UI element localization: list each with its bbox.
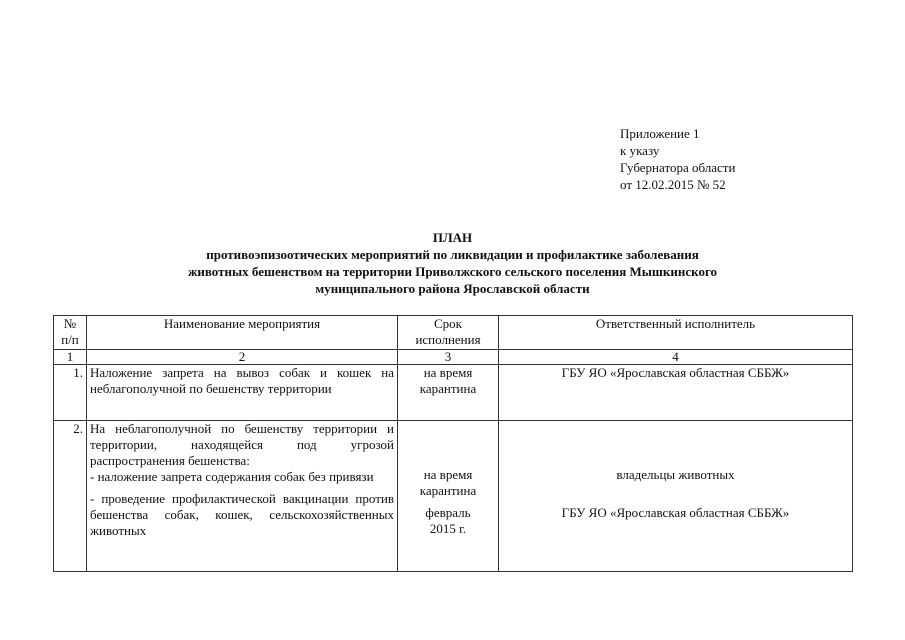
index-cell: 2 <box>87 350 398 365</box>
header-term <box>398 316 499 350</box>
index-cell: 4 <box>499 350 853 365</box>
table-row <box>54 421 853 572</box>
index-cell: 1 <box>54 350 87 365</box>
table-header-row <box>54 316 853 350</box>
header-term-line-2: исполнения <box>415 332 481 347</box>
title-line-1: противоэпизоотических мероприятий по ликвидации и профилактике заболевания <box>206 247 699 262</box>
header-executor: Ответственный исполнитель <box>499 316 853 350</box>
executor-gap <box>502 483 849 505</box>
row-term-line-2: 2015 г. <box>429 521 467 536</box>
appendix-line-1: Приложение 1 <box>620 126 700 141</box>
column-index-row <box>54 350 853 365</box>
row-term <box>398 365 499 421</box>
sub-executor: ГБУ ЯО «Ярославская областная СББЖ» <box>561 505 790 520</box>
header-num-line-2: п/п <box>61 332 79 347</box>
header-num <box>54 316 87 350</box>
title-line-2: животных бешенством на территории Приволжского сельского поселения Мышкинского <box>187 264 718 279</box>
sub-executor: владельцы животных <box>616 467 735 482</box>
header-term-line-1: Срок <box>434 316 462 331</box>
document-title <box>0 229 905 297</box>
row-executor <box>499 421 853 572</box>
sub-measure: - наложение запрета содержания собак без привязи <box>90 469 374 484</box>
title-line-3: муниципального района Ярославской области <box>315 281 590 296</box>
row-term-line-2: карантина <box>419 381 477 396</box>
row-number: 2. <box>54 421 87 572</box>
row-term <box>398 421 499 572</box>
index-cell: 3 <box>398 350 499 365</box>
appendix-line-3: Губернатора области <box>620 160 736 175</box>
row-executor: ГБУ ЯО «Ярославская областная СББЖ» <box>499 365 853 421</box>
row-number: 1. <box>54 365 87 421</box>
row-intro: На неблагополучной по бешенству территории и территории, находящейся под угрозой распространения бешенства: <box>90 421 394 468</box>
appendix-note <box>620 125 735 193</box>
appendix-line-2: к указу <box>620 143 660 158</box>
table-row <box>54 365 853 421</box>
header-num-line-1: № <box>63 316 77 331</box>
executor-gap <box>502 421 849 467</box>
row-term-line-1: на время <box>423 365 473 380</box>
row-term-line-2: карантина <box>419 483 477 498</box>
term-gap <box>401 421 495 467</box>
title-heading: ПЛАН <box>432 230 473 245</box>
header-name: Наименование мероприятия <box>87 316 398 350</box>
appendix-line-4: от 12.02.2015 № 52 <box>620 177 726 192</box>
plan-table <box>53 315 853 572</box>
sub-measure: - проведение профилактической вакцинации против бешенства собак, кошек, сельскохозяйственных животных <box>90 491 394 538</box>
row-term-line-1: на время <box>423 467 473 482</box>
row-measure: Наложение запрета на вывоз собак и кошек на неблагополучной по бешенству территории <box>87 365 398 421</box>
row-term-line-1: февраль <box>425 505 471 520</box>
row-measure <box>87 421 398 572</box>
